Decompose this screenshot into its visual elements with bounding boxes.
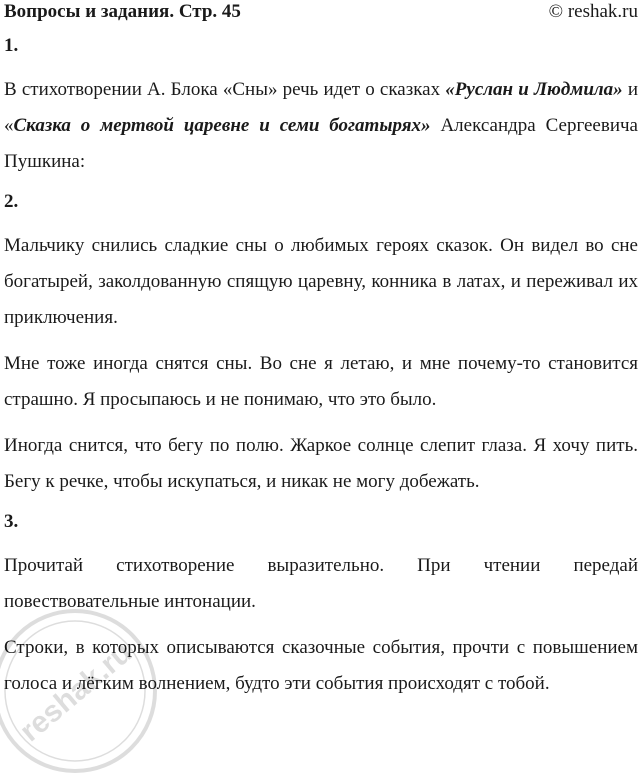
q1-title-ruslan: «Руслан и Людмила» (445, 79, 623, 100)
question-3 (4, 510, 638, 702)
watermark-text: reshak.ru (13, 636, 139, 749)
question-2 (4, 190, 638, 500)
question-2-number: 2. (4, 191, 19, 212)
question-1-number: 1. (4, 35, 19, 56)
q1-text-e: Александра Сергеевича Пушкина: (4, 115, 638, 172)
document-page (4, 0, 638, 712)
question-1 (4, 34, 638, 180)
question-3-paragraph-1: Прочитай стихотворение выразительно. При чтении передай повествовательные интонации. (4, 555, 638, 612)
q1-text-c: и « (4, 79, 638, 136)
question-2-paragraph-3: Иногда снится, что бегу по полю. Жаркое солнце слепит глаза. Я хочу пить. Бегу к речке, чтобы искупаться, и никак не могу добежать. (4, 435, 638, 492)
page-header (4, 0, 638, 30)
question-1-paragraph (4, 72, 638, 180)
question-2-paragraph-1: Мальчику снились сладкие сны о любимых героях сказок. Он видел во сне богатырей, заколдованную спящую царевну, конника в латах, и переживал их приключения. (4, 235, 638, 328)
page-title: Вопросы и задания. Стр. 45 (4, 1, 241, 22)
copyright-label: © reshak.ru (548, 1, 638, 22)
q1-text-a: В стихотворении А. Блока «Сны» речь идет о сказках (4, 79, 446, 100)
question-3-number: 3. (4, 511, 19, 532)
question-2-paragraph-2: Мне тоже иногда снятся сны. Во сне я летаю, и мне почему-то становится страшно. Я просыпаюсь и не понимаю, что это было. (4, 353, 638, 410)
question-3-paragraph-2: Строки, в которых описываются сказочные события, прочти с повышением голоса и лёгким волнением, будто эти события происходят с тобой. (4, 637, 638, 694)
q1-title-skazka: Сказка о мертвой царевне и семи богатырях» (13, 115, 431, 136)
